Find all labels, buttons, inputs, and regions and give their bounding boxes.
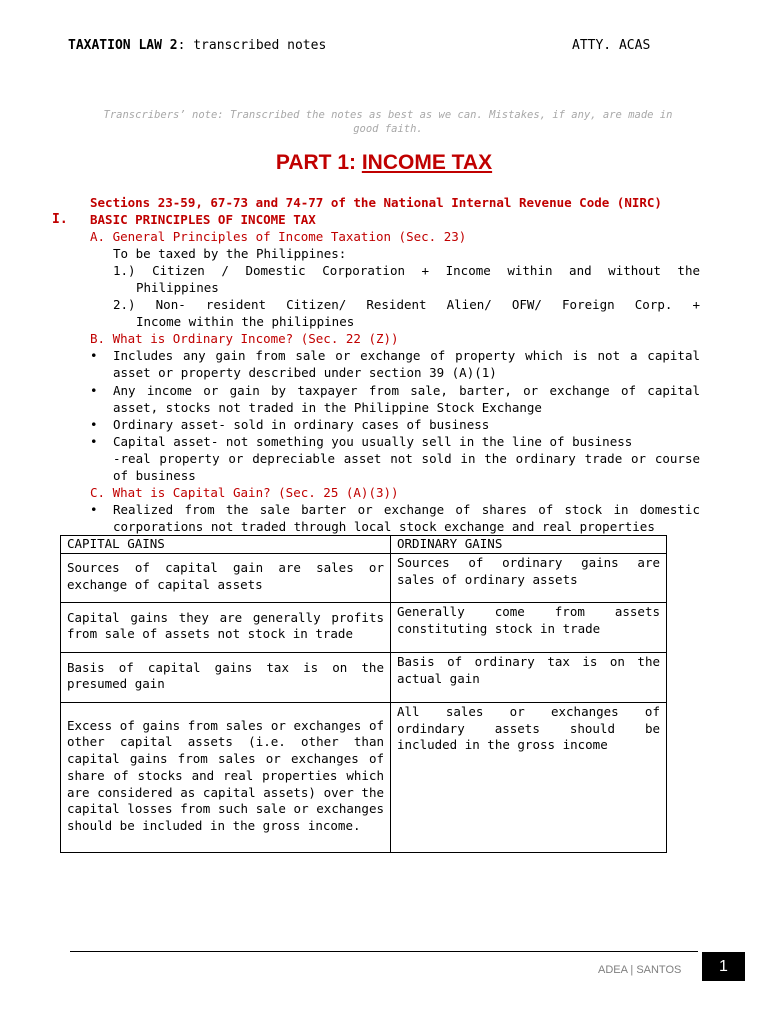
heading-basic-principles: BASIC PRINCIPLES OF INCOME TAX: [90, 212, 316, 227]
bullet-b4-line3: of business: [113, 468, 196, 483]
bullet-b1-line2: asset or property described under section 39 (A)(1): [113, 365, 497, 380]
footer-divider: [70, 951, 698, 952]
table-row: [61, 553, 667, 602]
sections-reference: Sections 23-59, 67-73 and 74-77 of the National Internal Revenue Code (NIRC): [90, 195, 662, 210]
table-row: [61, 652, 667, 702]
bullet-icon: •: [90, 383, 98, 398]
gains-comparison-table: [60, 535, 667, 853]
bullet-b4-line2: -real property or depreciable asset not sold in the ordinary trade or course: [113, 451, 700, 466]
professor-name: ATTY. ACAS: [572, 38, 651, 53]
table-cell: All sales or exchanges of ordindary assets should be included in the gross income: [391, 702, 667, 852]
page-number: 1: [702, 952, 745, 981]
table-cell: Basis of ordinary tax is on the actual gain: [391, 652, 667, 702]
subheading-a: A. General Principles of Income Taxation (Sec. 23): [90, 229, 467, 244]
bullet-b2-line1: Any income or gain by taxpayer from sale, barter, or exchange of capital: [113, 383, 700, 398]
column-header-ordinary-gains: ORDINARY GAINS: [391, 536, 667, 554]
taxed-intro: To be taxed by the Philippines:: [113, 246, 347, 261]
bullet-b4-line1: Capital asset- not something you usually sell in the line of business: [113, 434, 633, 449]
table-cell: Basis of capital gains tax is on the presumed gain: [61, 652, 391, 702]
list-item-1-line1: 1.) Citizen / Domestic Corporation + Income within and without the: [113, 263, 700, 278]
table-header-row: [61, 536, 667, 554]
bullet-b2-line2: asset, stocks not traded in the Philippine Stock Exchange: [113, 400, 542, 415]
part-heading: INCOME TAX: [361, 151, 493, 174]
bullet-b3: Ordinary asset- sold in ordinary cases of business: [113, 417, 490, 432]
heading-numeral: I.: [52, 212, 68, 227]
list-item-2-line1: 2.) Non- resident Citizen/ Resident Alien/ OFW/ Foreign Corp. +: [113, 297, 700, 312]
table-cell: Sources of capital gain are sales or exchange of capital assets: [61, 553, 391, 602]
column-header-capital-gains: CAPITAL GAINS: [61, 536, 391, 554]
bullet-b1-line1: Includes any gain from sale or exchange of property which is not a capital: [113, 348, 700, 363]
bullet-icon: •: [90, 502, 98, 517]
table-row: [61, 602, 667, 652]
list-item-2-line2: Income within the philippines: [136, 314, 355, 329]
bullet-c1-line2: corporations not traded through local stock exchange and real properties: [113, 519, 655, 534]
subheading-b: B. What is Ordinary Income? (Sec. 22 (Z)): [90, 331, 399, 346]
document-header-title: [68, 38, 326, 53]
table-cell: Generally come from assets constituting stock in trade: [391, 602, 667, 652]
course-name: TAXATION LAW 2: [68, 38, 178, 53]
footer-transcribers: ADEA | SANTOS: [598, 964, 682, 976]
part-prefix: PART 1:: [275, 151, 362, 174]
subheading-c: C. What is Capital Gain? (Sec. 25 (A)(3)): [90, 485, 399, 500]
table-row: [61, 702, 667, 852]
table-cell: Excess of gains from sales or exchanges of other capital assets (i.e. other than capital gains from sales or exchanges of share of stocks and real properties which are considered as capital assets) over the capital losses from such sale or exchanges should be included in the gross income.: [61, 702, 391, 852]
course-subtitle: : transcribed notes: [177, 38, 327, 53]
bullet-icon: •: [90, 348, 98, 363]
list-item-1-line2: Philippines: [136, 280, 219, 295]
bullet-icon: •: [90, 417, 98, 432]
part-title: [0, 151, 768, 175]
bullet-icon: •: [90, 434, 98, 449]
table-cell: Sources of ordinary gains are sales of ordinary assets: [391, 553, 667, 602]
table-cell: Capital gains they are generally profits from sale of assets not stock in trade: [61, 602, 391, 652]
bullet-c1-line1: Realized from the sale barter or exchange of shares of stock in domestic: [113, 502, 700, 517]
transcribers-note: Transcribers’ note: Transcribed the notes as best as we can. Mistakes, if any, are made in good faith.: [103, 109, 673, 135]
